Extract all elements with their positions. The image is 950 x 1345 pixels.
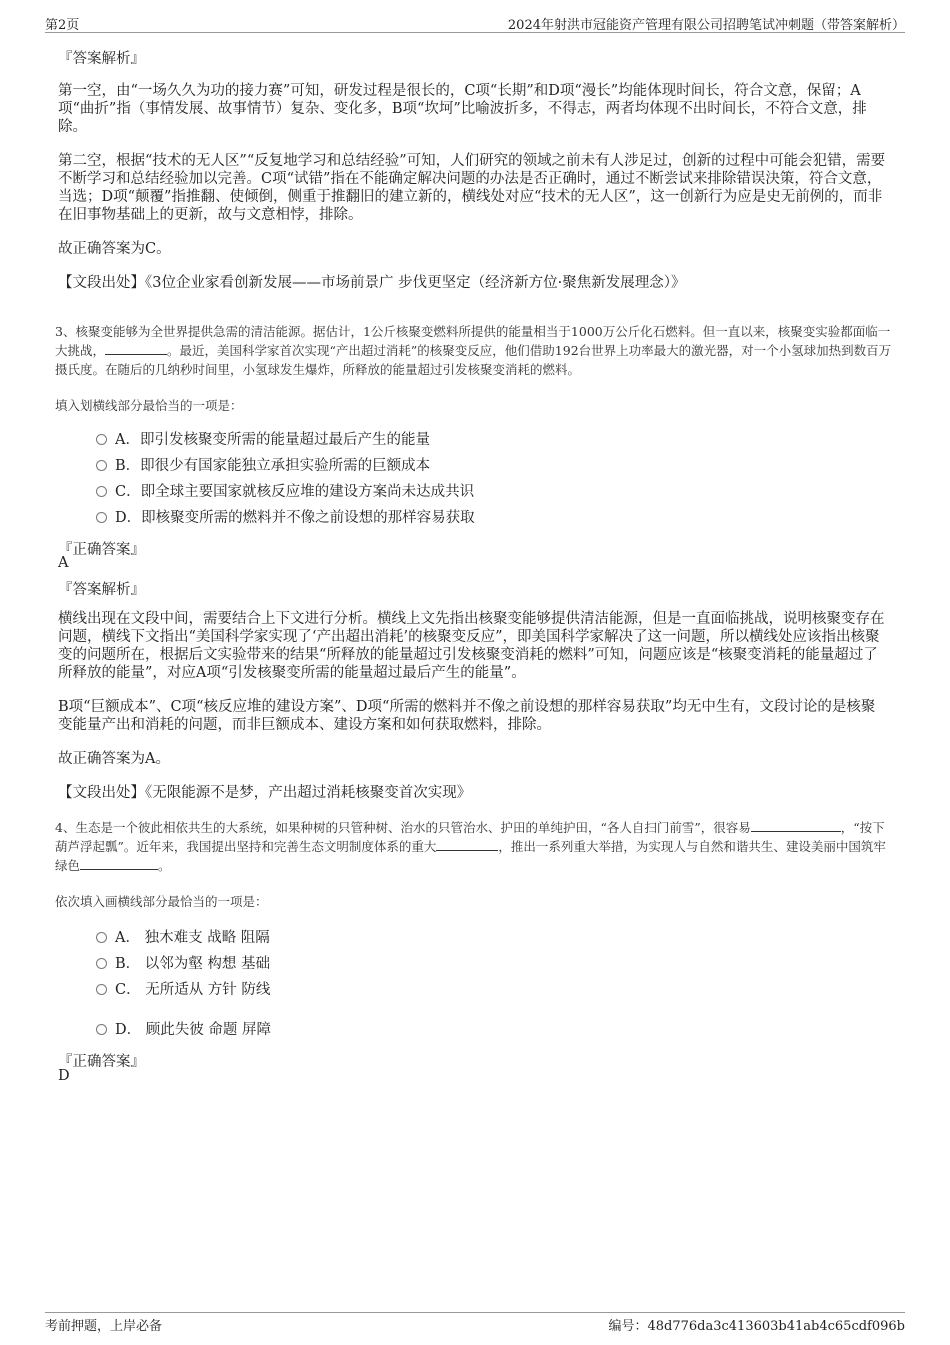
page-header [45, 12, 905, 33]
radio-icon[interactable] [96, 486, 107, 497]
q3-analysis-paragraph-2: B项“巨额成本”、C项“核反应堆的建设方案”、D项“所需的燃料并不像之前设想的那样容易获取”均无中生有，文段讨论的是核聚变能量产出和消耗的问题，而非巨额成本、建设方案和如何获取燃料，排除。 [58, 699, 876, 733]
q4-correct-label: 『正确答案』 [58, 1054, 145, 1070]
radio-icon[interactable] [96, 932, 107, 943]
radio-icon[interactable] [96, 512, 107, 523]
q3-answer: A [58, 555, 69, 571]
q4-option-c[interactable]: C． 无所适从 方针 防线 [96, 981, 270, 999]
page-footer [45, 1312, 905, 1333]
q3-analysis-label: 『答案解析』 [58, 582, 145, 598]
footer-slogan: 考前押题，上岸必备 [45, 1319, 163, 1334]
document-id: 编号：48d776da3c413603b41ab4c65cdf096b [608, 1319, 905, 1334]
q4-option-a[interactable]: A． 独木难支 战略 阻隔 [96, 929, 270, 947]
q3-option-b[interactable]: B．即很少有国家能独立承担实验所需的巨额成本 [96, 457, 430, 475]
q3-stem-part-a: 3、核聚变能够为全世界提供急需的清洁能源。据估计，1公斤核聚变燃料所提供的能量相当于1000万公斤化石燃料。但一直以来，核聚变实验都面临一大挑战， [55, 324, 891, 358]
q4-blank-1 [751, 819, 841, 832]
q3-option-d[interactable]: D．即核聚变所需的燃料并不像之前设想的那样容易获取 [96, 509, 475, 527]
q3-source: 【文段出处】《无限能源不是梦，产出超过消耗核聚变首次实现》 [58, 785, 472, 801]
q2-source: 【文段出处】《3位企业家看创新发展——市场前景广 步伐更坚定（经济新方位·聚焦新发展理念）》 [58, 275, 686, 291]
q3-analysis-paragraph-1: 横线出现在文段中间，需要结合上下文进行分析。横线上文先指出核聚变能够提供清洁能源，但是一直面临挑战，说明核聚变存在问题，横线下文指出“美国科学家实现了‘产出超出消耗’的核聚变反应”，即美国科学家解决了这一问题，所以横线处应该指出核聚变的问题所在，根据后文实验带来的结果“所释放的能量超过引发核聚变消耗的燃料”可知，问题应该是“核聚变消耗的能量超过了所释放的能量”，对应A项“引发核聚变所需的能量超过最后产生的能量”。 [58, 611, 885, 681]
q4-option-d[interactable]: D． 顾此失彼 命题 屏障 [96, 1021, 271, 1039]
page-number: 第2页 [45, 18, 80, 33]
q4-option-b[interactable]: B． 以邻为壑 构想 基础 [96, 955, 270, 973]
q2-analysis-paragraph-2: 第二空，根据“技术的无人区”“反复地学习和总结经验”可知，人们研究的领域之前未有人涉足过，创新的过程中可能会犯错，需要不断学习和总结经验加以完善。C项“试错”指在不能确定解决问题的办法是否正确时，通过不断尝试来排除错误決策，符合文意，当选；D项“颠覆”指推翻、使倾倒，侧重于推翻旧的建立新的，横线处对应“技术的无人区”，这一创新行为应是史无前例的，而非在旧事物基础上的更新，故与文意相悖，排除。 [58, 153, 886, 223]
q2-analysis-label: 『答案解析』 [58, 51, 145, 67]
q2-conclusion: 故正确答案为C。 [58, 241, 171, 257]
q4-blank-3 [80, 857, 158, 870]
radio-icon[interactable] [96, 460, 107, 471]
radio-icon[interactable] [96, 984, 107, 995]
q3-stem-part-b: 。最近，美国科学家首次实现“产出超过消耗”的核聚变反应，他们借助192台世界上功率最大的激光器，对一个小氢球加热到数百万摄氏度。在随后的几纳秒时间里，小氢球发生爆炸，所释放的能量超过引发核聚变消耗的燃料。 [55, 343, 892, 377]
q4-blank-2 [436, 838, 498, 851]
q4-stem: 4、生态是一个彼此相依共生的大系统，如果种树的只管种树、治水的只管治水、护田的单纯护田，“各人自扫门前雪”，很容易 ，“按下葫芦浮起瓢”。近年来，我国提出坚持和完善生态文明制度体系的重大 ，推出一系列重大举措，为实现人与自然和谐共生、建设美丽中国筑牢绿色 。 [55, 820, 886, 873]
document-title: 2024年射洪市冠能资产管理有限公司招聘笔试冲刺题（带答案解析） [507, 18, 905, 33]
q3-option-c[interactable]: C．即全球主要国家就核反应堆的建设方案尚未达成共识 [96, 483, 474, 501]
q3-option-a[interactable]: A．即引发核聚变所需的能量超过最后产生的能量 [96, 431, 430, 449]
q2-analysis-paragraph-1: 第一空，由“一场久久为功的接力赛”可知，研发过程是很长的，C项“长期”和D项“漫长”均能体现时间长，符合文意，保留；A项“曲折”指（事情发展、故事情节）复杂、变化多，B项“坎坷”比喻波折多，不得志，两者均体现不出时间长，不符合文意，排除。 [58, 83, 867, 135]
q4-prompt: 依次填入画横线部分最恰当的一项是： [55, 894, 268, 909]
q3-stem [55, 322, 895, 379]
q3-prompt: 填入划横线部分最恰当的一项是： [55, 398, 243, 413]
radio-icon[interactable] [96, 434, 107, 445]
radio-icon[interactable] [96, 1024, 107, 1035]
radio-icon[interactable] [96, 958, 107, 969]
q3-conclusion: 故正确答案为A。 [58, 751, 170, 767]
q4-answer: D [58, 1068, 70, 1084]
q3-blank [105, 342, 167, 355]
q3-correct-label: 『正确答案』 [58, 542, 145, 558]
